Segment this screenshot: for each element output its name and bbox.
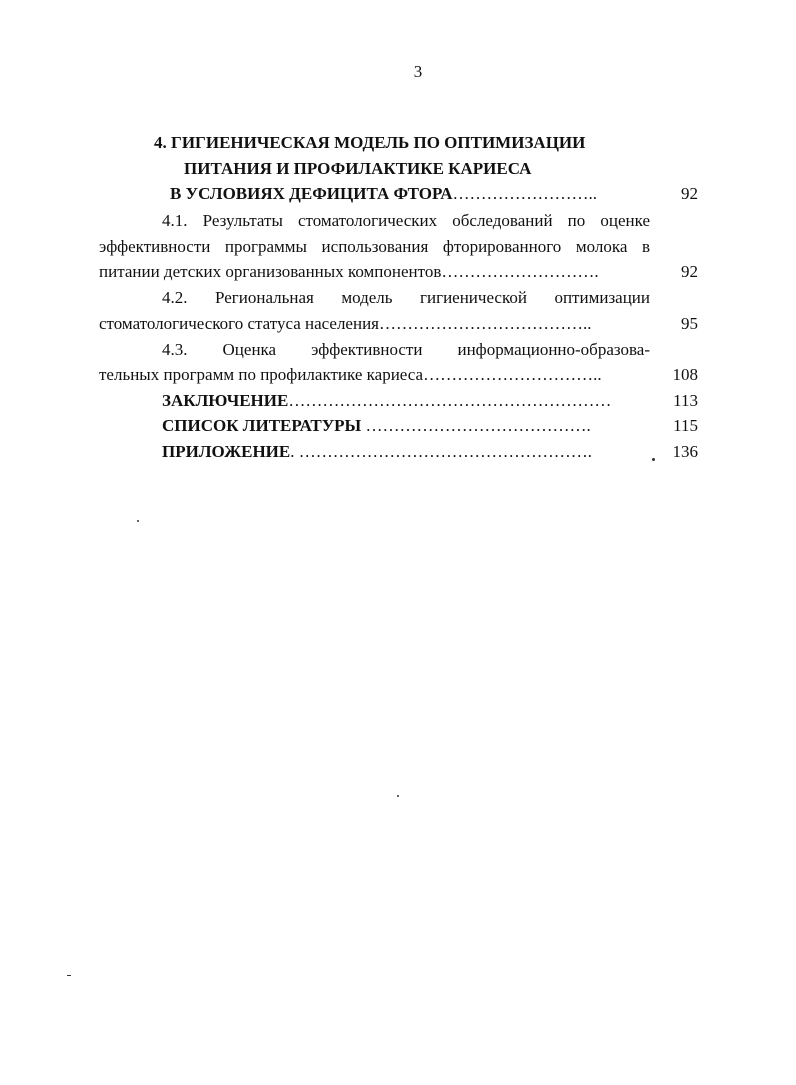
section-4-1-page: 92 — [681, 262, 698, 281]
chapter-title-line-3 — [170, 184, 597, 204]
section-4-1-leader: ………………………. — [441, 262, 599, 281]
section-4-3-line-1: 4.3. Оценка эффективности информационно-образова- — [162, 340, 650, 359]
section-4-2-page: 95 — [681, 314, 698, 333]
scan-speck — [67, 975, 71, 976]
appendix-leader: . ……………………………………………. — [290, 442, 592, 461]
toc-entry-appendix — [162, 442, 592, 462]
conclusion-title: ЗАКЛЮЧЕНИЕ — [162, 391, 289, 410]
section-4-3-leader: ………………………….. — [423, 365, 602, 384]
scan-speck — [137, 520, 139, 522]
page-number: 3 — [413, 62, 423, 81]
section-4-3-line-2 — [99, 365, 602, 385]
section-4-1-line-1: 4.1. Результаты стоматологических обследований по оценке — [162, 211, 650, 230]
chapter-title-line-1: 4. ГИГИЕНИЧЕСКАЯ МОДЕЛЬ ПО ОПТИМИЗАЦИИ — [154, 133, 586, 152]
chapter-leader: …………………….. — [452, 184, 598, 203]
section-4-1-last-text: питании детских организованных компонентов — [99, 262, 442, 281]
conclusion-leader: ………………………………………………… — [288, 391, 612, 410]
section-4-1-line-2: эффективности программы использования фторированного молока в — [99, 237, 650, 256]
section-4-2-line-1: 4.2. Региональная модель гигиенической оптимизации — [162, 288, 650, 307]
chapter-title-line-2: ПИТАНИЯ И ПРОФИЛАКТИКЕ КАРИЕСА — [184, 159, 532, 178]
appendix-page: 136 — [672, 442, 698, 461]
section-4-2-line-2 — [99, 314, 592, 334]
chapter-page: 92 — [681, 184, 698, 203]
conclusion-page: 113 — [673, 391, 698, 410]
references-leader: …………………………………. — [361, 416, 591, 435]
section-4-2-leader: ……………………………….. — [379, 314, 592, 333]
section-4-1-line-3 — [99, 262, 599, 282]
appendix-title: ПРИЛОЖЕНИЕ — [162, 442, 291, 461]
scan-speck — [652, 458, 655, 461]
section-4-2-last-text: стоматологического статуса населения — [99, 314, 379, 333]
chapter-title-text: В УСЛОВИЯХ ДЕФИЦИТА ФТОРА — [170, 184, 453, 203]
toc-entry-conclusion — [162, 391, 611, 411]
section-4-3-last-text: тельных программ по профилактике кариеса — [99, 365, 424, 384]
scan-speck — [397, 795, 399, 797]
section-4-3-page: 108 — [672, 365, 698, 384]
toc-entry-references — [162, 416, 591, 436]
references-title: СПИСОК ЛИТЕРАТУРЫ — [162, 416, 362, 435]
references-page: 115 — [673, 416, 698, 435]
